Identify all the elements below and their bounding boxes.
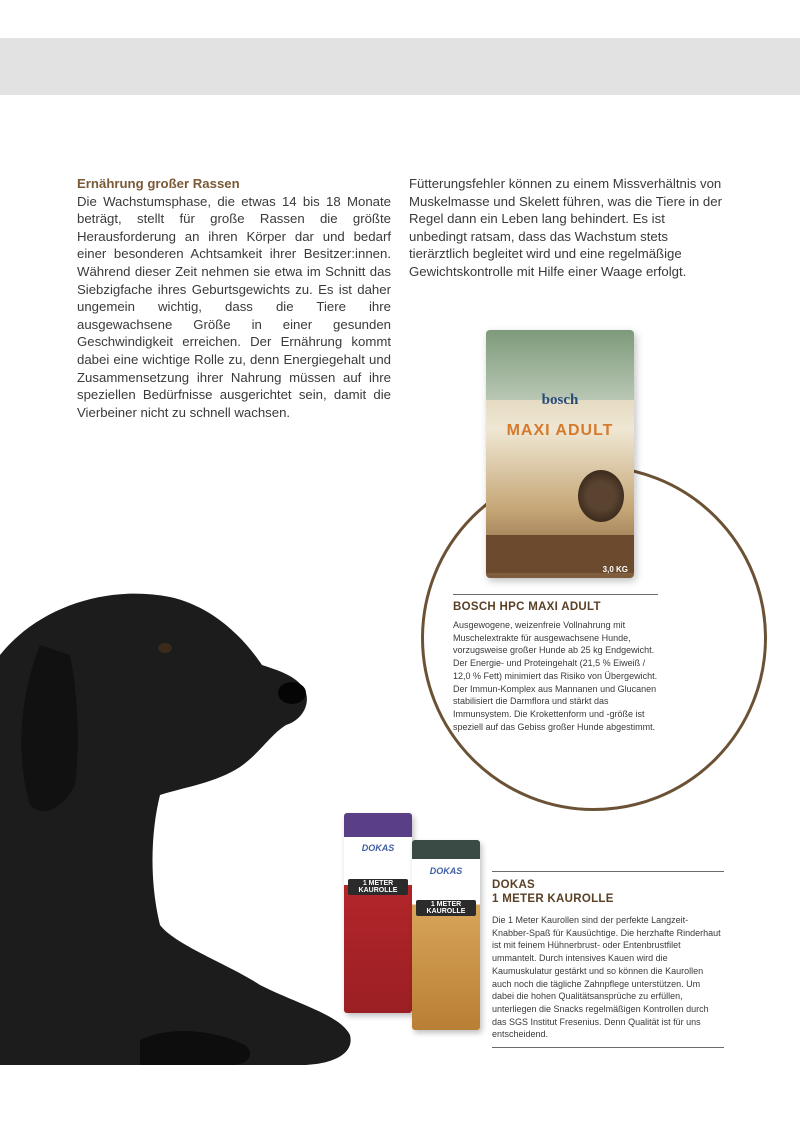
bag-top-photo	[486, 330, 634, 400]
section-heading: Ernährung großer Rassen	[77, 176, 240, 191]
dokas-title-line2: 1 METER KAUROLLE	[492, 893, 614, 905]
bosch-product-title: BOSCH HPC MAXI ADULT	[453, 601, 601, 613]
dokas-product-title	[492, 878, 724, 906]
bag-brand-logo: bosch	[541, 392, 579, 408]
intro-paragraph-right: Fütterungsfehler können zu einem Missverhältnis von Muskelmasse und Skelett führen, was die Tiere in der Regel dann ein Leben lang behindert. Es ist unbedingt ratsam, dass das Wachstum stets tierärztlich begleitet wird und eine regelmäßige Gewichtskontrolle mit Hilfe einer Waage erfolgt.	[409, 176, 722, 279]
bosch-product-block	[453, 594, 658, 733]
bosch-product-description: Ausgewogene, weizenfreie Vollnahrung mit Muschelextrakte für ausgewachsene Hunde, vorzugsweise großer Hunde ab 25 kg Endgewicht. Der Energie- und Proteingehalt (21,5 % Eiweiß / 12,0 % Fett) minimiert das Risiko von Übergewicht. Der Immun-Komplex aus Mannanen und Glucanen stabilisiert die Darmflora und stärkt das Immunsystem. Die Krokettenform und -größe ist speziell auf das Gebiss großer Hunde abgestimmt.	[453, 620, 658, 732]
dokas-pack-purple	[344, 813, 412, 1013]
dokas-pack-label: 1 METER KAUROLLE	[348, 879, 408, 895]
dokas-pack-green	[412, 840, 480, 1030]
intro-column-left	[77, 175, 391, 421]
dokas-product-block	[492, 871, 724, 1048]
dokas-pack-logo: DOKAS	[429, 866, 463, 876]
intro-column-right	[409, 175, 725, 281]
dokas-pack-logo: DOKAS	[361, 843, 395, 853]
dokas-title-line1: DOKAS	[492, 879, 536, 891]
intro-paragraph-left: Die Wachstumsphase, die etwas 14 bis 18 Monate beträgt, stellt für große Rassen die größte Herausforderung an ihren Körper dar und bedarf einer besonderen Achtsamkeit ihrer Besitzer:innen. Während dieser Zeit nehmen sie etwa im Schnitt das Siebzigfache ihres Geburtsgewichts zu. Es ist daher ungemein wichtig, dass die Tiere ihre ausgewachsene Größe in einer gesunden Geschwindigkeit erreichen. Der Ernährung kommt dabei eine wichtige Rolle zu, denn Energiegehalt und Zusammensetzung ihrer Nahrung müssen auf ihre speziellen Bedürfnisse ausgerichtet sein, damit die Vierbeiner nicht zu schnell wachsen.	[77, 193, 391, 420]
black-labrador-image	[0, 585, 360, 1085]
bag-product-title: MAXI ADULT	[506, 422, 614, 439]
bosch-bag-image	[486, 330, 634, 578]
dokas-pack-label: 1 METER KAUROLLE	[416, 900, 476, 916]
divider	[492, 1047, 724, 1048]
dokas-product-description: Die 1 Meter Kaurollen sind der perfekte Langzeit-Knabber-Spaß für Kausüchtige. Die herzhafte Rinderhaut ist mit feinem Hühnerbrust- oder Entenbrustfilet ummantelt. Durch intensives Kauen wird die Kaumuskulatur gestärkt und so können die Kaurollen auch noch die tägliche Zahnpflege unterstützen. Um dabei die hohen Qualitätsansprüche zu erfüllen, unterliegen die Snacks regelmäßigen Kontrollen durch das SGS Institut Fresenius. Denn Qualität ist für uns entscheidend.	[492, 915, 721, 1040]
top-banner-bar	[0, 38, 800, 95]
divider	[453, 594, 658, 595]
bag-weight-label: 3,0 KG	[602, 565, 628, 574]
bag-bowl-image	[578, 470, 624, 522]
divider	[492, 871, 724, 872]
